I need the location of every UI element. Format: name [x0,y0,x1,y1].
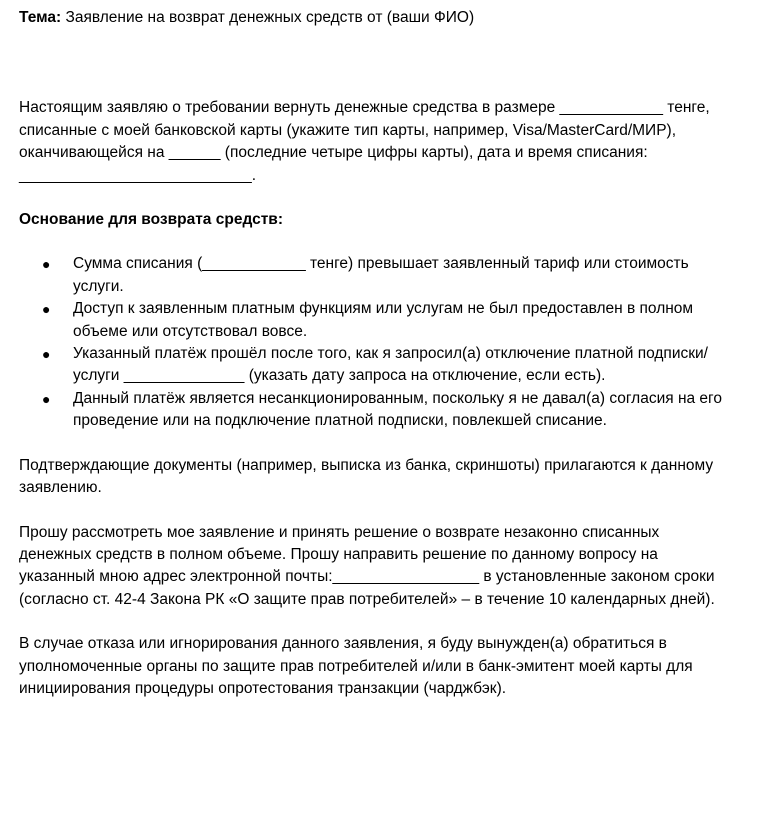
list-item-text: Данный платёж является несанкционированным, поскольку я не давал(а) согласия на его проведение или на подключение платной подписки, повлекшей списание. [73,389,722,430]
bullet-icon: ● [42,390,51,407]
refusal-paragraph: В случае отказа или игнорирования данного заявления, я буду вынужден(а) обратиться в уполномоченные органы по защите прав потребителей и/или в банк-эмитент моей карты для инициирования процедуры опротестования транзакции (чарджбэк). [19,635,693,697]
subject-line [19,7,725,29]
bullet-icon: ● [42,301,51,318]
grounds-heading: Основание для возврата средств: [19,211,283,229]
subject-text: Заявление на возврат денежных средств от (ваши ФИО) [61,9,475,26]
list-item [19,298,725,343]
request-paragraph: Прошу рассмотреть мое заявление и принять решение о возврате незаконно списанных денежных средств в полном объеме. Прошу направить решение по данному вопросу на указанный мною адрес электронной почты:_________________ в установленные законом сроки (согласно ст. 42-4 Закона РК «О защите прав потребителей» – в течение 10 календарных дней). [19,523,715,608]
grounds-list [19,253,725,432]
bullet-icon: ● [42,346,51,363]
list-item [19,253,725,298]
intro-paragraph: Настоящим заявляю о требовании вернуть денежные средства в размере ____________ тенге, списанные с моей банковской карты (укажите тип карты, например, Visa/MasterCard/МИР), оканчивающейся на ______ (последние четыре цифры карты), дата и время списания: ___________________________. [19,99,710,184]
documents-paragraph: Подтверждающие документы (например, выписка из банка, скриншоты) прилагаются к данному заявлению. [19,456,714,497]
list-item [19,343,725,388]
list-item-text: Сумма списания (____________ тенге) превышает заявленный тариф или стоимость услуги. [73,255,689,295]
subject-label: Тема: [19,9,62,26]
list-item-text: Указанный платёж прошёл после того, как я запросил(а) отключение платной подписки/услуги ______________ (указать дату запроса на отключение, если есть). [73,345,708,385]
list-item-text: Доступ к заявленным платным функциям или услугам не был предоставлен в полном объеме или отсутствовал вовсе. [73,300,694,340]
list-item [19,388,725,433]
bullet-icon: ● [42,256,51,273]
